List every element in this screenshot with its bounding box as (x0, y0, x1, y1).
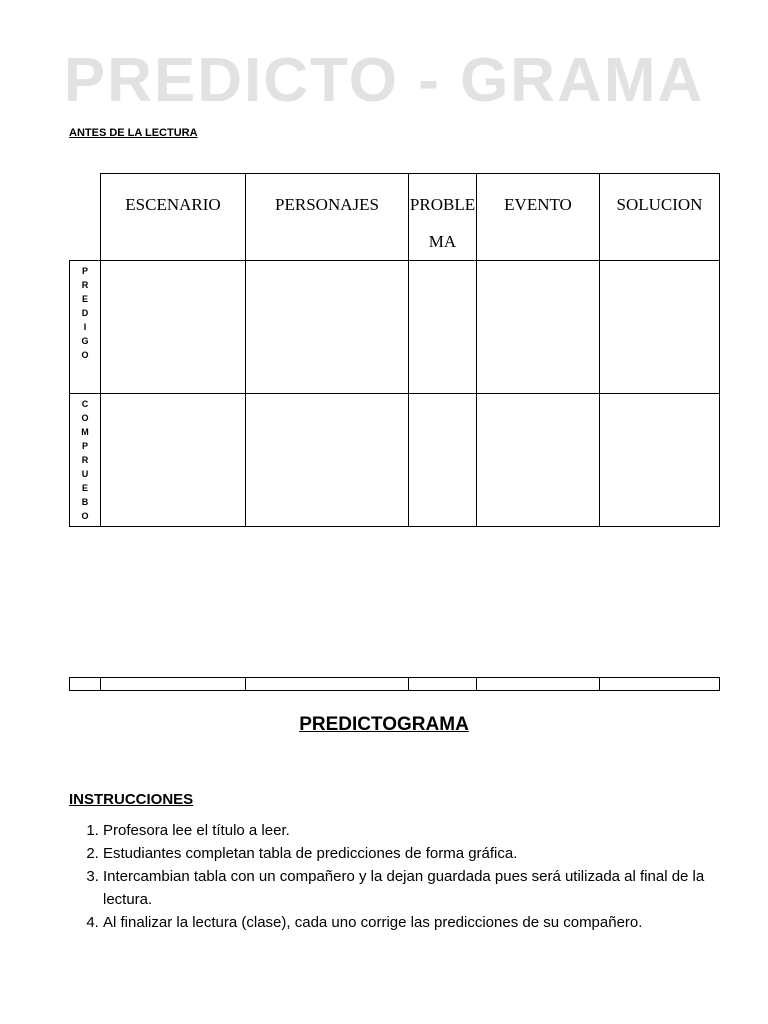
table-cell (477, 678, 600, 691)
header-escenario: ESCENARIO (101, 174, 246, 261)
instructions-heading: INSTRUCCIONES (69, 791, 194, 808)
cell-compruebo-personajes[interactable] (246, 394, 409, 527)
cell-compruebo-problema[interactable] (409, 394, 477, 527)
header-problema: PROBLE MA (409, 174, 477, 261)
row-label-compruebo: C O M P R U E B O (70, 394, 101, 527)
cell-compruebo-escenario[interactable] (101, 394, 246, 527)
cell-predigo-personajes[interactable] (246, 261, 409, 394)
watermark-title: PREDICTO - GRAMA (63, 46, 705, 115)
cell-compruebo-evento[interactable] (477, 394, 600, 527)
table-row (70, 678, 720, 691)
table-cell (409, 678, 477, 691)
prediction-table (69, 173, 720, 527)
table-cell (101, 678, 246, 691)
list-item: 4. Al finalizar la lectura (clase), cada uno corrige las predicciones de su compañero. (103, 911, 743, 934)
cell-predigo-problema[interactable] (409, 261, 477, 394)
table-cell (70, 678, 101, 691)
list-item: 3. Intercambian tabla con un compañero y la dejan guardada pues será utilizada al final de la lectura. (103, 865, 743, 911)
section-subtitle: ANTES DE LA LECTURA (69, 127, 198, 139)
table-row-predigo (70, 261, 720, 394)
instructions-list (68, 819, 743, 934)
thin-empty-table (69, 677, 720, 691)
document-title: PREDICTOGRAMA (299, 714, 469, 735)
table-header-row (70, 174, 720, 261)
row-label-predigo: P R E D I G O (70, 261, 101, 394)
header-empty-cell (70, 174, 101, 261)
header-evento: EVENTO (477, 174, 600, 261)
cell-predigo-escenario[interactable] (101, 261, 246, 394)
table-cell (600, 678, 720, 691)
header-personajes: PERSONAJES (246, 174, 409, 261)
cell-predigo-evento[interactable] (477, 261, 600, 394)
table-row-compruebo (70, 394, 720, 527)
cell-predigo-solucion[interactable] (600, 261, 720, 394)
cell-compruebo-solucion[interactable] (600, 394, 720, 527)
header-solucion: SOLUCION (600, 174, 720, 261)
list-item: 1. Profesora lee el título a leer. (103, 819, 743, 842)
list-item: 2. Estudiantes completan tabla de predicciones de forma gráfica. (103, 842, 743, 865)
table-cell (246, 678, 409, 691)
